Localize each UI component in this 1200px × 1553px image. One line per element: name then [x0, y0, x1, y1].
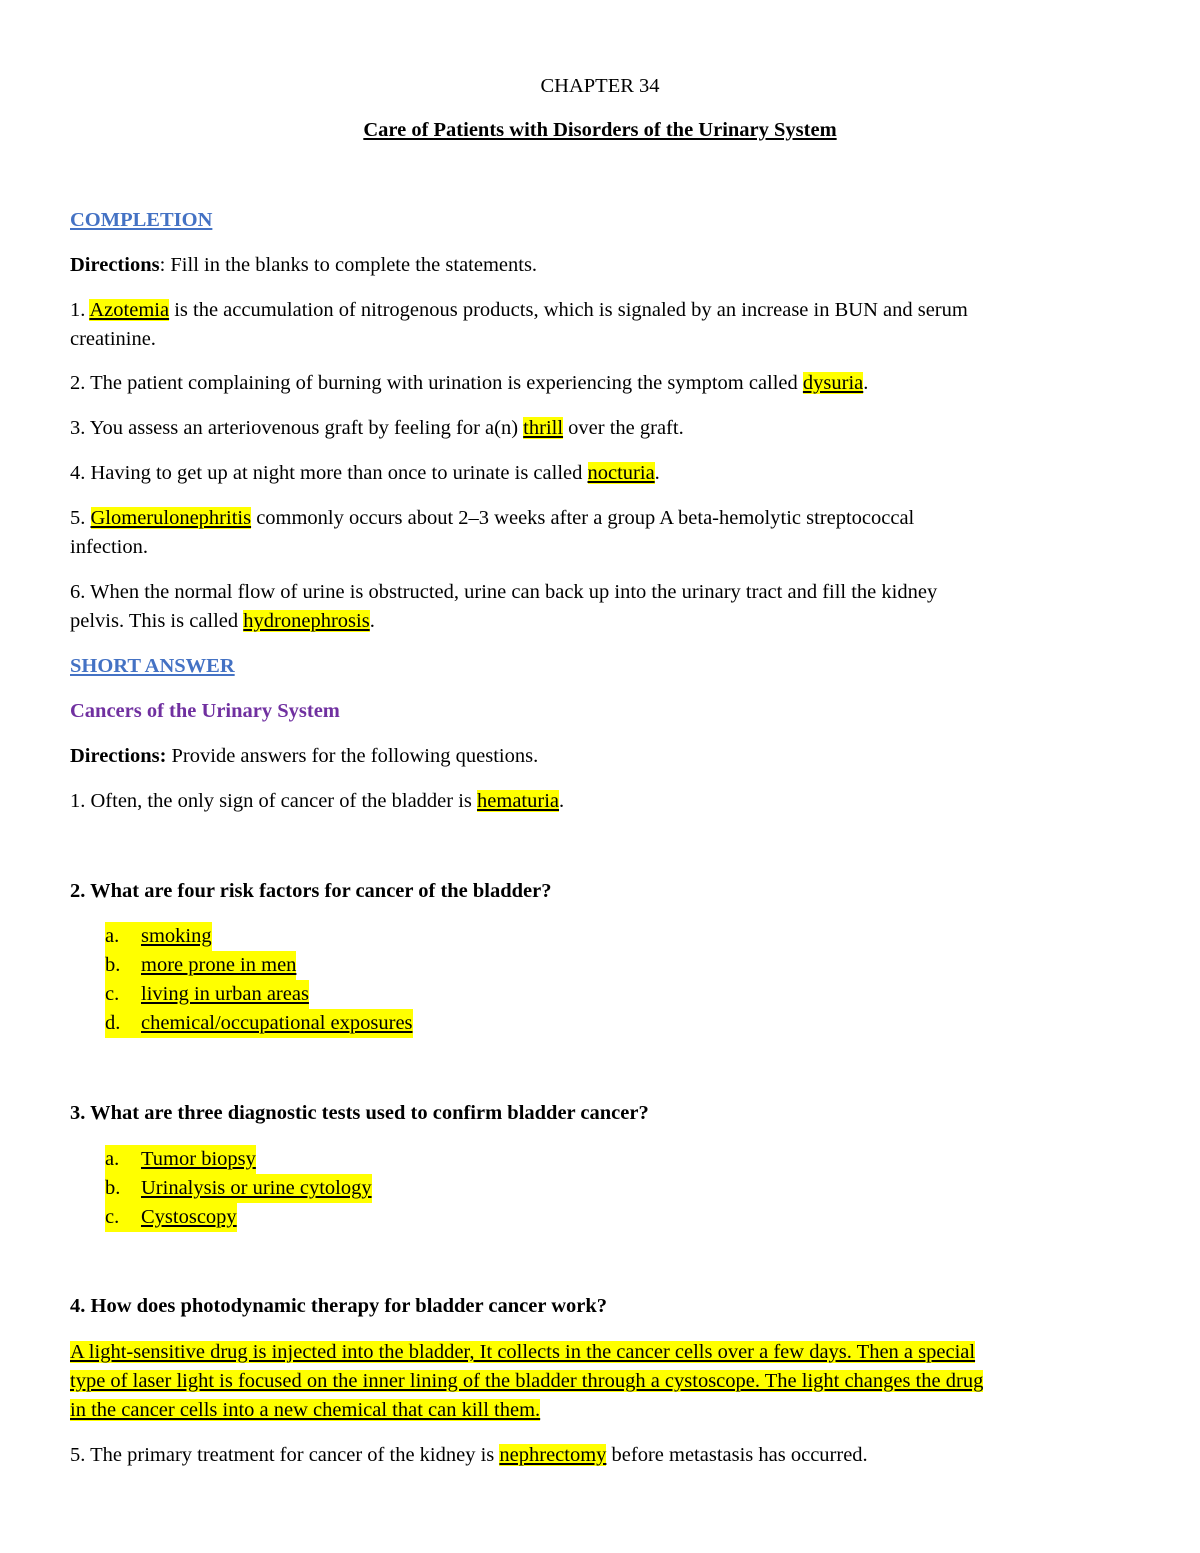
cancers-subheading: Cancers of the Urinary System [70, 700, 340, 722]
list-text: Urinalysis or urine cytology [141, 1177, 372, 1199]
completion-directions [70, 251, 537, 280]
item-text: 2. The patient complaining of burning with urination is experiencing the symptom called [70, 372, 803, 394]
item-text: 4. Having to get up at night more than once to urinate is called [70, 462, 588, 484]
completion-item-6: 6. When the normal flow of urine is obstructed, urine can back up into the urinary tract and fill the kidney [70, 581, 938, 603]
short-answer-q2: 2. What are four risk factors for cancer of the bladder? [70, 880, 552, 902]
list-item [105, 1145, 256, 1174]
answer-highlight: nephrectomy [499, 1444, 607, 1466]
item-text: over the graft. [563, 417, 684, 439]
list-text: living in urban areas [141, 983, 309, 1005]
item-prefix: 5. [70, 507, 91, 529]
answer-highlight: dysuria [802, 372, 864, 394]
item-text: . [863, 372, 869, 394]
item-text: . [559, 790, 565, 812]
chapter-label: CHAPTER 34 [540, 75, 660, 97]
item-text: 5. The primary treatment for cancer of the kidney is [70, 1444, 500, 1466]
completion-item-4 [70, 459, 660, 488]
item-text: . [369, 610, 375, 632]
completion-item-1-cont: creatinine. [70, 328, 156, 350]
completion-item-5-cont: infection. [70, 536, 148, 558]
answer-highlight: type of laser light is focused on the inner lining of the bladder through a cystoscope. The light changes the drug [70, 1370, 984, 1392]
completion-item-6-cont [70, 607, 375, 636]
short-answer-q5 [70, 1441, 868, 1470]
list-letter: b. [105, 1177, 121, 1199]
answer-highlight: Azotemia [89, 299, 170, 321]
item-text: is the accumulation of nitrogenous products, which is signaled by an increase in BUN and serum [169, 299, 968, 321]
answer-highlight: nocturia [587, 462, 655, 484]
directions-text: : Fill in the blanks to complete the statements. [159, 254, 538, 276]
list-item [105, 1009, 413, 1038]
q4-answer-line-3 [70, 1396, 540, 1425]
list-item [105, 922, 212, 951]
answer-highlight: Glomerulonephritis [90, 507, 252, 529]
list-item [105, 980, 309, 1009]
list-letter: a. [105, 925, 120, 947]
list-text: Cystoscopy [141, 1206, 237, 1228]
item-prefix: 1. [70, 299, 90, 321]
list-letter: a. [105, 1148, 120, 1170]
directions-label: Directions [70, 254, 160, 276]
q4-answer-line-1 [70, 1338, 975, 1367]
short-answer-q4: 4. How does photodynamic therapy for bladder cancer work? [70, 1295, 607, 1317]
short-answer-q1 [70, 787, 564, 816]
short-answer-q3: 3. What are three diagnostic tests used to confirm bladder cancer? [70, 1102, 649, 1124]
item-text: 1. Often, the only sign of cancer of the bladder is [70, 790, 478, 812]
answer-highlight: hydronephrosis [243, 610, 370, 632]
chapter-title: Care of Patients with Disorders of the Urinary System [363, 119, 837, 141]
item-text: pelvis. This is called [70, 610, 244, 632]
directions-text: Provide answers for the following questions. [166, 745, 539, 767]
answer-highlight: A light-sensitive drug is injected into the bladder, It collects in the cancer cells over a few days. Then a special [70, 1341, 976, 1363]
short-answer-directions [70, 742, 538, 771]
list-text: smoking [141, 925, 212, 947]
directions-label: Directions: [70, 745, 167, 767]
completion-item-2 [70, 369, 868, 398]
list-item [105, 951, 296, 980]
completion-item-3 [70, 414, 684, 443]
answer-highlight: thrill [523, 417, 564, 439]
list-letter: c. [105, 1206, 120, 1228]
item-text: before metastasis has occurred. [606, 1444, 868, 1466]
list-letter: d. [105, 1012, 121, 1034]
answer-highlight: hematuria [477, 790, 559, 812]
completion-heading: COMPLETION [70, 209, 213, 231]
list-text: more prone in men [141, 954, 297, 976]
completion-item-5 [70, 504, 914, 533]
completion-item-1 [70, 296, 968, 325]
item-text: commonly occurs about 2–3 weeks after a group A beta-hemolytic streptococcal [251, 507, 915, 529]
list-text: Tumor biopsy [141, 1148, 256, 1170]
item-text: . [654, 462, 660, 484]
list-text: chemical/occupational exposures [141, 1012, 413, 1034]
list-item [105, 1174, 372, 1203]
answer-highlight: in the cancer cells into a new chemical that can kill them. [70, 1399, 541, 1421]
list-letter: b. [105, 954, 121, 976]
short-answer-heading: SHORT ANSWER [70, 655, 235, 677]
q4-answer-line-2 [70, 1367, 983, 1396]
item-text: 3. You assess an arteriovenous graft by feeling for a(n) [70, 417, 524, 439]
list-letter: c. [105, 983, 120, 1005]
list-item [105, 1203, 237, 1232]
